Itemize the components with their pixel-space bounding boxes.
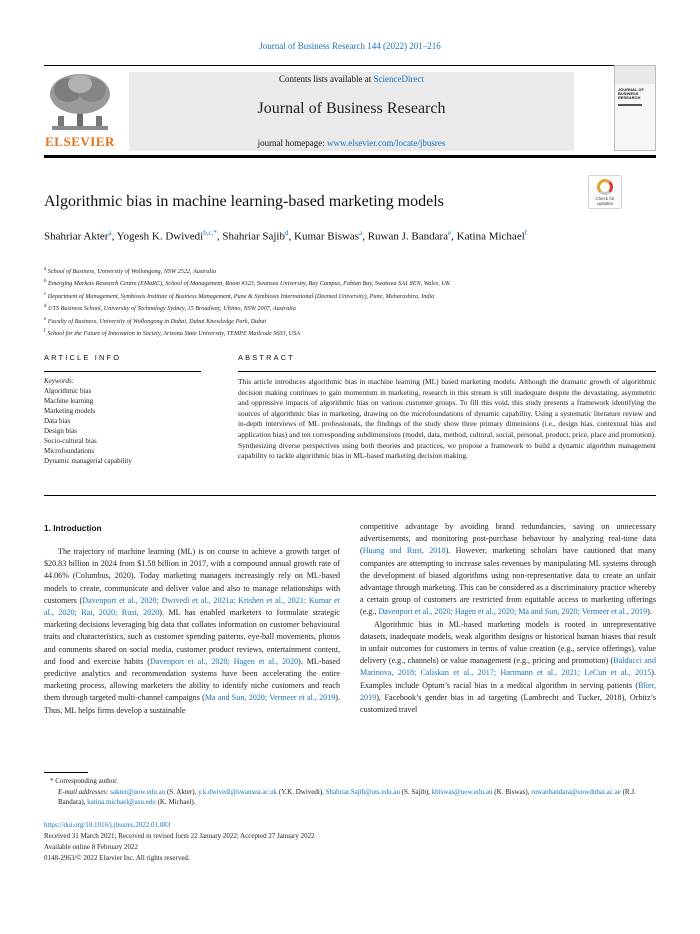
affiliation-item (44, 302, 604, 314)
keyword-list (44, 386, 204, 466)
citation-link[interactable]: Ma and Sun, 2020; Vermeer et al., 2019 (204, 693, 336, 703)
affiliation-item (44, 265, 604, 277)
affiliation-text: School for the Future of Innovation in Society, Arizona State University, TEMPE Mailcode 5603, USA (45, 330, 301, 338)
keyword-item: Design bias (44, 427, 77, 435)
author-separator: , (216, 230, 223, 243)
body-paragraph (360, 619, 656, 717)
body-text: ). Examples include Optum’s racial bias in a medical algorithm in serving patients ( (360, 668, 656, 690)
citation-link[interactable]: Davenport et al., 2020; Dwivedi et al., 2021a; Krishen et al., 2021; Kumar et al., 2020; Rai, 2020; Rust, 2020 (44, 595, 340, 618)
keyword-item: Machine learning (44, 397, 94, 405)
author-name[interactable]: Katina Michael (456, 230, 525, 243)
keyword-item: Marketing models (44, 407, 96, 415)
email-addresses (44, 787, 656, 808)
article-info-heading: ARTICLE INFO (44, 353, 122, 362)
email-link[interactable]: kbiswas@uow.edu.au (431, 787, 493, 796)
body-text: The trajectory of machine learning (ML) is on course to achieve a growth target of $20.83 billion in 2024 from $1.58 billion in 2017, with a compound annual growth rate of 44.06% (Columbus, 2020). Today marketing managers increasingly rely on ML-based models to create, communicate and deliver value and also to manage relationships with customers ( (44, 547, 340, 605)
header-top-rule (44, 65, 656, 66)
affiliation-marker: e (44, 316, 47, 322)
author-name[interactable]: Yogesh K. Dwivedi (116, 230, 204, 243)
citation-link[interactable]: Blier, 2019 (360, 680, 656, 702)
email-owner: (S. Sajib), (399, 787, 432, 796)
journal-reference-link[interactable]: Journal of Business Research 144 (2022) 201–216 (259, 41, 441, 51)
author-name[interactable]: Shahriar Akter (44, 230, 109, 243)
author-name[interactable]: Ruwan J. Bandara (367, 230, 449, 243)
author-affiliation-marker[interactable]: e (448, 229, 452, 237)
header-bottom-rule (44, 155, 656, 158)
elsevier-wordmark: ELSEVIER (45, 134, 115, 149)
keywords-label: Keywords: (44, 377, 75, 385)
keywords-block (44, 376, 204, 466)
keyword-item: Data bias (44, 417, 71, 425)
email-owner: (S. Akter), (165, 787, 199, 796)
author-separator: , (111, 230, 117, 243)
journal-title: Journal of Business Research (257, 100, 446, 117)
contents-line (129, 74, 574, 84)
email-link[interactable]: ruwanbandara@uowdubai.ac.ae (531, 787, 621, 796)
affiliation-item (44, 327, 604, 339)
check-for-updates-button[interactable] (588, 175, 622, 209)
cover-bar (618, 104, 642, 106)
journal-header-box (129, 72, 574, 151)
email-link[interactable]: katina.michael@asu.edu (87, 798, 156, 807)
author-affiliation-marker[interactable]: d (285, 229, 289, 237)
footnote-rule (44, 772, 88, 773)
journal-homepage-link[interactable]: www.elsevier.com/locate/jbusres (327, 138, 446, 148)
affiliation-item (44, 315, 604, 327)
citation-link[interactable]: Balducci and Marinova, 2018; Caliskan et al., 2017; Hartmann et al., 2021; LeCun et al., 2015 (360, 656, 656, 678)
email-owner: (Y.K. Dwivedi), (277, 787, 326, 796)
body-paragraph (44, 546, 340, 717)
publication-details (44, 820, 656, 864)
abstract-bottom-rule (44, 495, 656, 496)
body-text: ), Facebook’s gender bias in ad targeting (Lambrecht and Tucker, 2018), Orbitz’s customized travel (360, 692, 656, 715)
email-link[interactable]: Shahriar.Sajib@uts.edu.au (325, 787, 400, 796)
journal-banner (44, 72, 656, 152)
sciencedirect-link[interactable]: ScienceDirect (373, 74, 424, 84)
affiliation-text: UTS Business School, University of Technology Sydney, 15 Broadway, Ultimo, NSW 2007, Australia (46, 305, 296, 313)
author-list (44, 226, 584, 245)
introduction-heading: 1. Introduction (44, 523, 102, 533)
check-updates-icon (597, 179, 613, 195)
author-name[interactable]: Kumar Biswas (294, 230, 360, 243)
affiliation-marker: a (44, 267, 47, 272)
abstract-heading: ABSTRACT (238, 353, 296, 362)
article-info-rule (44, 371, 201, 372)
affiliation-text: School of Business, University of Wollongong, NSW 2522, Australia (46, 268, 217, 276)
abstract-rule (238, 371, 656, 372)
affiliation-text: Emerging Markets Research Centre (EMaRC), School of Management, Room #323, Swansea University, Bay Campus, Fabian Bay, Swansea SA1 8EN, Wales, UK (46, 280, 450, 288)
email-label: E-mail addresses: (58, 787, 111, 796)
body-text: ). Thus, ML helps firms develop a sustainable (44, 693, 341, 715)
body-text: ). (647, 607, 652, 617)
email-owner: (K. Biswas), (492, 787, 532, 796)
body-paragraph (360, 521, 656, 619)
author-separator: , (451, 230, 457, 243)
email-owner: (R.J. Bandara), (58, 787, 636, 807)
affiliation-marker: f (44, 329, 46, 335)
affiliation-marker: b (44, 279, 47, 285)
affiliation-text: Faculty of Business, University of Wollongong in Dubai, Dubai Knowledge Park, Dubai (46, 317, 267, 325)
homepage-line (129, 138, 574, 148)
check-updates-label: Check for updates (595, 196, 615, 206)
author-name[interactable]: Shahriar Sajib (222, 230, 285, 243)
corresponding-author-note: * Corresponding author. (50, 777, 118, 785)
keyword-item: Algorithmic bias (44, 387, 92, 395)
citation-link[interactable]: Davenport et al., 2020; Hagen et al., 2020 (149, 656, 299, 666)
doi-link[interactable]: https://doi.org/10.1016/j.jbusres.2022.01.083 (44, 821, 171, 829)
email-link[interactable]: sakter@uow.edu.au (110, 787, 166, 796)
keyword-item: Microfoundations (44, 447, 95, 455)
body-text: ). ML-based predictive analytics and recommendation systems have been accelerating the entire marketing process, allowing marketers the ability to identify niche customers and reach them through targeted multi-channel campaigns ( (44, 656, 340, 703)
body-text: competitive advantage by avoiding brand redundancies, saving on unnecessary advertisements, and monitoring post-purchase behaviour by analyzing real-time data ( (360, 522, 656, 556)
email-owner: (K. Michael). (155, 798, 196, 807)
article-title: Algorithmic bias in machine learning-based marketing models (44, 193, 444, 210)
author-separator: , (362, 230, 368, 243)
author-separator: , (288, 230, 294, 243)
body-text: ). ML has enabled marketers to formulate strategic marketing decisions leveraging big data that collates information on customer behavioural traits and characteristics, such as customer spending patterns, eye-ball movements, photos and comments shared on social media, customer product reviews, entertainment content, and food and exercise habits ( (44, 608, 340, 666)
keyword-item: Socio-cultural bias (44, 437, 97, 445)
citation-link[interactable]: Davenport et al., 2020; Hagen et al., 2020; Ma and Sun, 2020; Vermeer et al., 2019 (378, 607, 648, 617)
homepage-prefix: journal homepage: (257, 138, 328, 148)
author-affiliation-marker[interactable]: a (108, 229, 112, 237)
author-affiliation-marker[interactable]: b,c,* (203, 229, 217, 237)
copyright-line: 0148-2963/© 2022 Elsevier Inc. All rights reserved. (44, 854, 190, 862)
affiliation-item (44, 290, 604, 302)
body-text: Algorithmic bias in ML-based marketing models is rooted in unrepresentative datasets, inadequate models, weak algorithm designs or historical human biases that result in unfair outcomes for customers in terms of value creation (e.g., service offerings), value delivery (e.g., channels) or value management (e.g., pricing and promotion) ( (360, 619, 656, 666)
received-dates: Received 31 March 2021; Received in revised form 22 January 2022; Accepted 27 January 2022 (44, 832, 315, 840)
affiliation-marker: d (44, 304, 47, 310)
available-online: Available online 8 February 2022 (44, 843, 138, 851)
email-link[interactable]: y.k.dwivedi@swansea.ac.uk (198, 787, 278, 796)
body-text: ). However, marketing scholars have cautioned that many companies are attempting to increase sales revenues by manipulating ML systems through the development of biased algorithms using non-representative data to create an unfair advantage through marketing. This can be considered as a discriminatory practice whereby a certain group of customers are restricted from equitable access to marketing offerings (e.g., (360, 546, 656, 617)
contents-prefix: Contents lists available at (279, 74, 374, 84)
right-column (360, 521, 656, 716)
affiliation-item (44, 277, 604, 289)
abstract-text: This article introduces algorithmic bias in machine learning (ML) based marketing models. Although the dramatic growth of algorithmic decision making continues to gain momentum in marketing, research in this stream is still inadequate despite the devastating, asymmetric and oppressive impacts of algorithmic bias on various customer groups. To fill this void, this study presents a framework identifying the sources of algorithmic bias in marketing, drawing on the microfoundations of dynamic capability. Using a systematic literature review and in-depth interviews of ML professionals, the findings of the study show three primary dimensions (i.e., design bias, contextual bias and application bias) and ten corresponding subdimensions (model, data, method, cultural, social, personal, product, price, place and promotion). Synthesizing diverse perspectives using both theories and practices, we propose a framework to build a dynamic algorithm management capability to tackle algorithmic bias in ML-based marketing decision making. (238, 377, 656, 461)
affiliation-list (44, 265, 604, 340)
affiliation-text: Department of Management, Symbiosis Institute of Business Management, Pune & Symbiosis International (Deemed University), Pune, Maharashtra, India (46, 293, 435, 300)
footnotes (44, 776, 656, 808)
affiliation-marker: c (44, 291, 47, 297)
author-affiliation-marker[interactable]: f (524, 229, 528, 237)
elsevier-logo[interactable] (44, 72, 116, 150)
cover-title: JOURNAL OF BUSINESS RESEARCH (618, 87, 644, 100)
journal-cover-thumbnail[interactable] (614, 65, 656, 151)
citation-link[interactable]: Huang and Rust, 2018 (362, 546, 446, 556)
elsevier-tree-icon (44, 72, 116, 134)
keyword-item: Dynamic managerial capability (44, 457, 132, 465)
left-column (44, 546, 340, 717)
cover-banner (615, 66, 655, 84)
author-affiliation-marker[interactable]: a (359, 229, 363, 237)
